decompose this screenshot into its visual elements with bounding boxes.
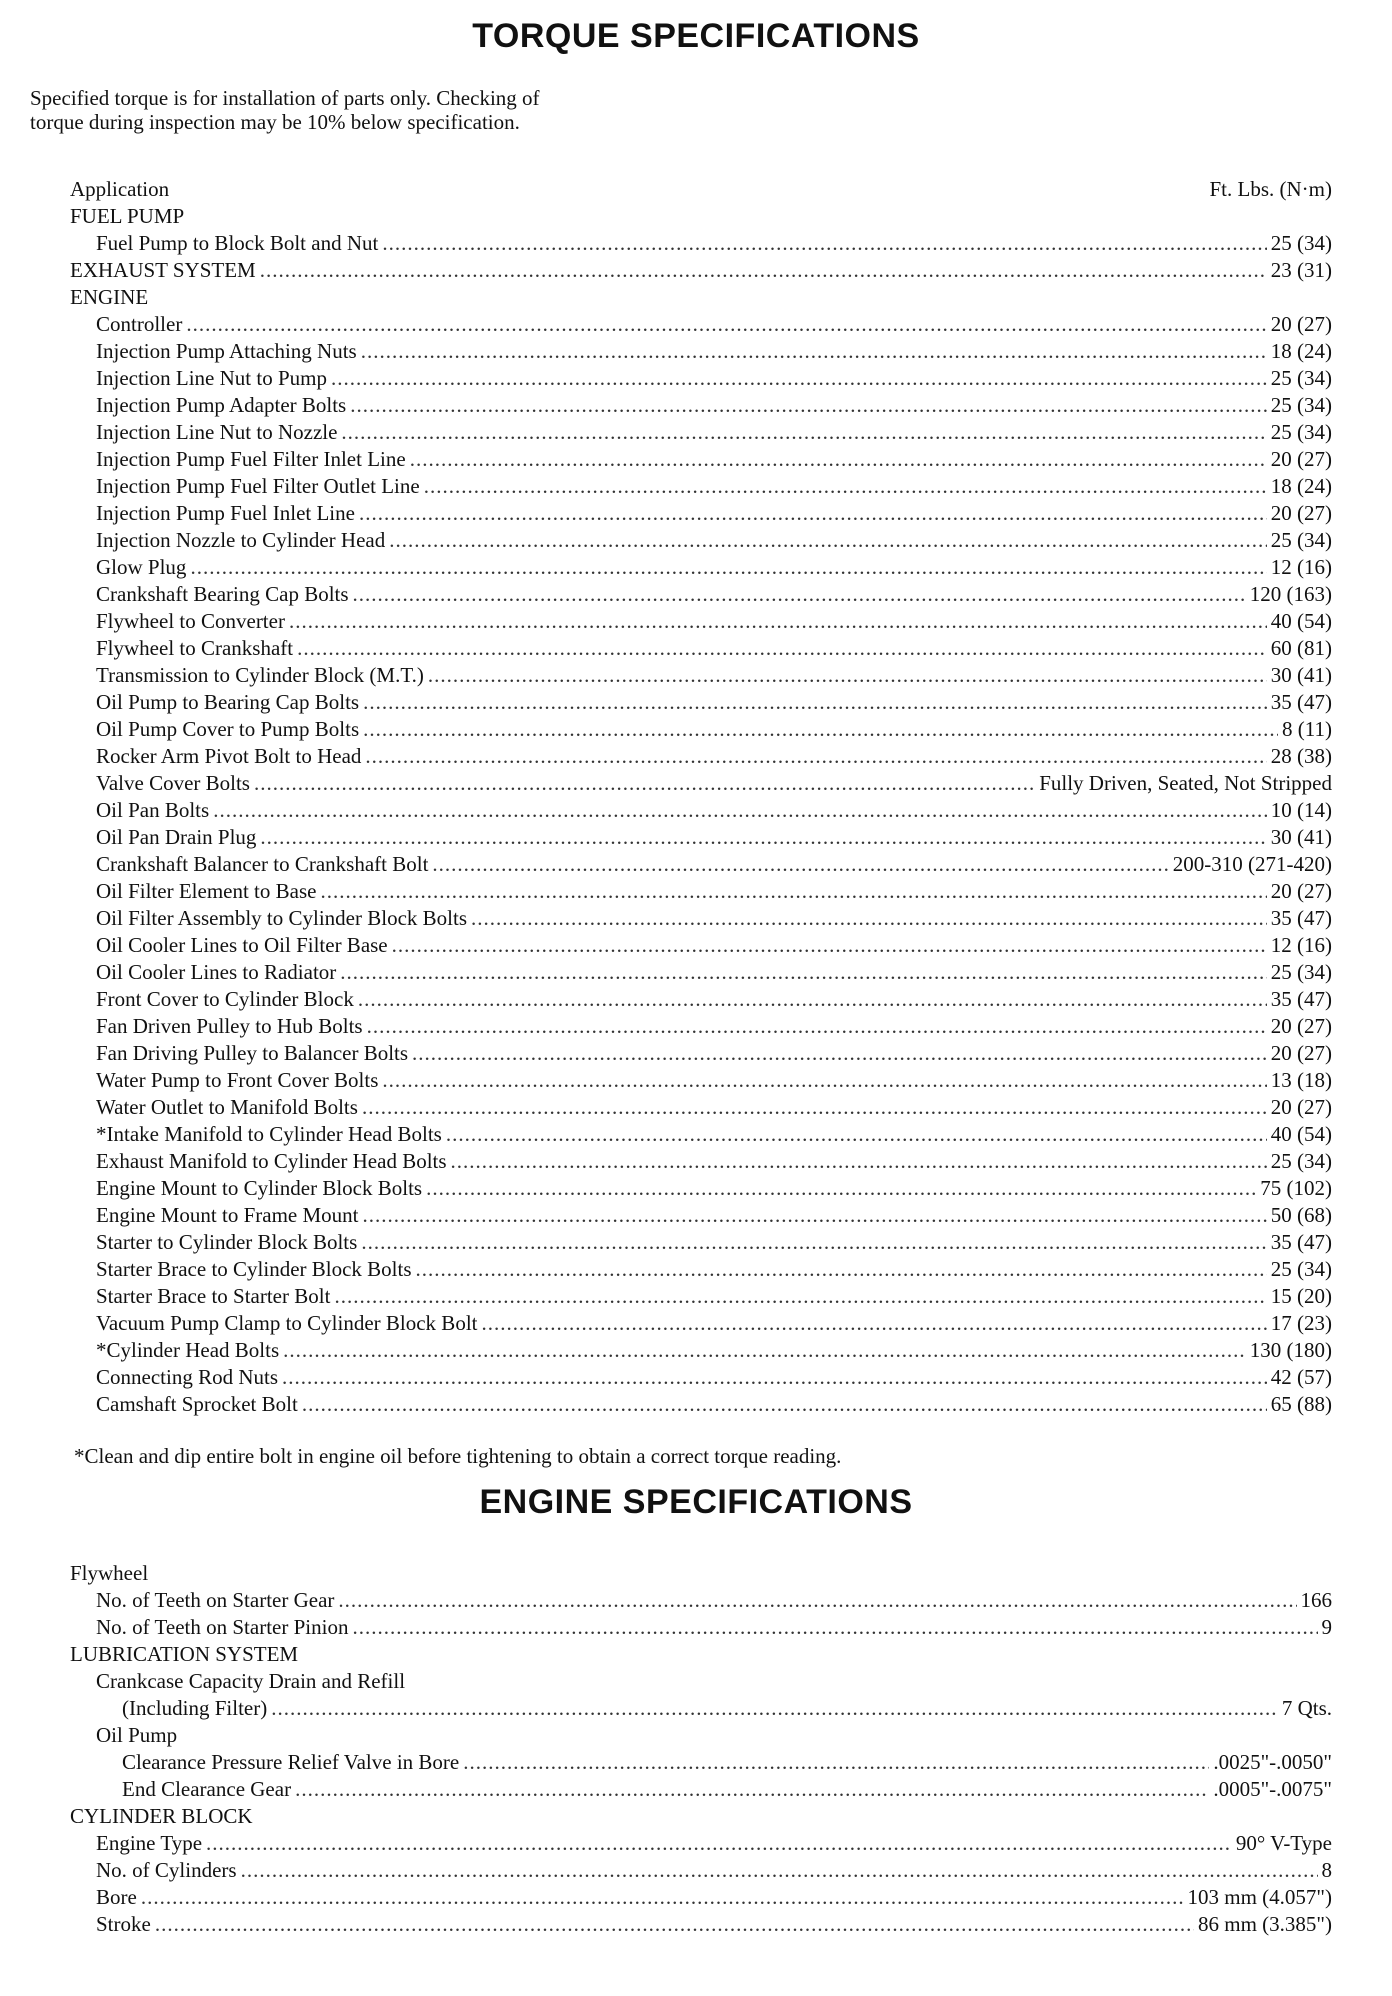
torque-table	[70, 176, 1332, 1418]
spec-value: 20 (27)	[1270, 1041, 1332, 1065]
spec-row	[70, 932, 1332, 959]
spec-label: Bore	[96, 1885, 137, 1909]
spec-row	[70, 338, 1332, 365]
spec-value: 166	[1300, 1588, 1332, 1612]
spec-value: 13 (18)	[1270, 1068, 1332, 1092]
spec-label: *Cylinder Head Bolts	[96, 1338, 280, 1362]
dot-leader	[338, 1587, 1296, 1614]
spec-row	[70, 581, 1332, 608]
dot-leader	[471, 905, 1267, 932]
spec-label: Flywheel to Crankshaft	[96, 636, 294, 660]
spec-row	[70, 500, 1332, 527]
spec-row	[70, 1013, 1332, 1040]
spec-value: 86 mm (3.385")	[1198, 1912, 1332, 1936]
spec-label: (Including Filter)	[122, 1696, 268, 1720]
spec-label: Front Cover to Cylinder Block	[96, 987, 354, 1011]
spec-label: ENGINE	[70, 285, 149, 309]
spec-label: *Intake Manifold to Cylinder Head Bolts	[96, 1122, 442, 1146]
spec-value: 50 (68)	[1270, 1203, 1332, 1227]
spec-value: 35 (47)	[1270, 987, 1332, 1011]
spec-value: 65 (88)	[1270, 1392, 1332, 1416]
dot-leader	[482, 1310, 1267, 1337]
spec-row	[70, 554, 1332, 581]
spec-row	[70, 878, 1332, 905]
spec-row	[70, 446, 1332, 473]
engine-rows	[70, 1560, 1332, 1938]
spec-label: Rocker Arm Pivot Bolt to Head	[96, 744, 362, 768]
spec-value: 40 (54)	[1270, 1122, 1332, 1146]
spec-value: 60 (81)	[1270, 636, 1332, 660]
dot-leader	[367, 1013, 1267, 1040]
spec-value: 18 (24)	[1270, 474, 1332, 498]
dot-leader	[451, 1148, 1267, 1175]
dot-leader	[340, 959, 1266, 986]
spec-row	[70, 689, 1332, 716]
spec-label: Fan Driving Pulley to Balancer Bolts	[96, 1041, 409, 1065]
spec-value: 35 (47)	[1270, 690, 1332, 714]
dot-leader	[353, 581, 1246, 608]
spec-value: 25 (34)	[1270, 393, 1332, 417]
dot-leader	[302, 1391, 1267, 1418]
spec-label: Camshaft Sprocket Bolt	[96, 1392, 298, 1416]
spec-value: 20 (27)	[1270, 1095, 1332, 1119]
spec-label: Injection Pump Fuel Filter Inlet Line	[96, 447, 406, 471]
dot-leader	[392, 932, 1267, 959]
spec-row	[70, 1067, 1332, 1094]
dot-leader	[382, 230, 1266, 257]
dot-leader	[341, 419, 1266, 446]
spec-row	[70, 1614, 1332, 1641]
spec-value: 10 (14)	[1270, 798, 1332, 822]
spec-value: 20 (27)	[1270, 879, 1332, 903]
torque-intro	[30, 86, 730, 134]
spec-row	[70, 473, 1332, 500]
spec-value: 25 (34)	[1270, 528, 1332, 552]
spec-label: Oil Cooler Lines to Oil Filter Base	[96, 933, 388, 957]
spec-row	[70, 1121, 1332, 1148]
spec-row	[70, 1364, 1332, 1391]
spec-value: 42 (57)	[1270, 1365, 1332, 1389]
spec-value: 200-310 (271-420)	[1172, 852, 1332, 876]
section-heading-row	[70, 284, 1332, 311]
spec-value: 25 (34)	[1270, 420, 1332, 444]
dot-leader	[186, 311, 1266, 338]
spec-label: Oil Pan Drain Plug	[96, 825, 257, 849]
spec-row	[70, 1337, 1332, 1364]
spec-label: Flywheel	[70, 1561, 149, 1585]
spec-row	[70, 1695, 1332, 1722]
dot-leader	[289, 608, 1267, 635]
dot-leader	[446, 1121, 1267, 1148]
spec-row	[70, 419, 1332, 446]
spec-label: Injection Nozzle to Cylinder Head	[96, 528, 386, 552]
spec-row	[70, 986, 1332, 1013]
section-heading-row	[70, 1722, 1332, 1749]
spec-row	[70, 1587, 1332, 1614]
section-heading-row	[70, 203, 1332, 230]
dot-leader	[254, 770, 1035, 797]
spec-value: 25 (34)	[1270, 366, 1332, 390]
spec-label: Oil Pump Cover to Pump Bolts	[96, 717, 360, 741]
spec-label: Transmission to Cylinder Block (M.T.)	[96, 663, 424, 687]
spec-row	[70, 905, 1332, 932]
dot-leader	[271, 1695, 1278, 1722]
spec-label: Controller	[96, 312, 183, 336]
dot-leader	[358, 986, 1267, 1013]
spec-label: Crankshaft Bearing Cap Bolts	[96, 582, 349, 606]
spec-label: EXHAUST SYSTEM	[70, 258, 256, 282]
dot-leader	[282, 1364, 1267, 1391]
spec-row	[70, 1884, 1332, 1911]
dot-leader	[155, 1911, 1194, 1938]
spec-label: Glow Plug	[96, 555, 187, 579]
spec-row	[70, 1283, 1332, 1310]
spec-label: Starter to Cylinder Block Bolts	[96, 1230, 358, 1254]
spec-label: Fan Driven Pulley to Hub Bolts	[96, 1014, 363, 1038]
torque-footnote: *Clean and dip entire bolt in engine oil before tightening to obtain a correct torque reading.	[74, 1444, 842, 1468]
spec-value: Fully Driven, Seated, Not Stripped	[1039, 771, 1332, 795]
spec-row	[70, 1776, 1332, 1803]
dot-leader	[361, 338, 1267, 365]
torque-specifications-title: TORQUE SPECIFICATIONS	[472, 17, 920, 55]
dot-leader	[295, 1776, 1209, 1803]
dot-leader	[359, 500, 1267, 527]
dot-leader	[352, 1614, 1317, 1641]
spec-label: Water Pump to Front Cover Bolts	[96, 1068, 379, 1092]
spec-label: Injection Pump Attaching Nuts	[96, 339, 357, 363]
spec-label: No. of Teeth on Starter Gear	[96, 1588, 335, 1612]
dot-leader	[190, 554, 1266, 581]
spec-value: 18 (24)	[1270, 339, 1332, 363]
spec-row	[70, 1202, 1332, 1229]
spec-row	[70, 959, 1332, 986]
spec-value: 15 (20)	[1270, 1284, 1332, 1308]
spec-label: No. of Teeth on Starter Pinion	[96, 1615, 349, 1639]
spec-label: Oil Filter Assembly to Cylinder Block Bolts	[96, 906, 468, 930]
spec-value: 35 (47)	[1270, 1230, 1332, 1254]
spec-value: 90° V-Type	[1235, 1831, 1332, 1855]
spec-row	[70, 716, 1332, 743]
spec-value: 20 (27)	[1270, 501, 1332, 525]
spec-row	[70, 1229, 1332, 1256]
spec-label: Starter Brace to Cylinder Block Bolts	[96, 1257, 412, 1281]
spec-label: Exhaust Manifold to Cylinder Head Bolts	[96, 1149, 447, 1173]
spec-label: Clearance Pressure Relief Valve in Bore	[122, 1750, 460, 1774]
spec-value: 40 (54)	[1270, 609, 1332, 633]
spec-row	[70, 1830, 1332, 1857]
spec-row	[70, 1857, 1332, 1884]
dot-leader	[410, 446, 1267, 473]
spec-label: Water Outlet to Manifold Bolts	[96, 1095, 358, 1119]
spec-row	[70, 230, 1332, 257]
dot-leader	[362, 1202, 1266, 1229]
spec-value: 12 (16)	[1270, 933, 1332, 957]
spec-label: Vacuum Pump Clamp to Cylinder Block Bolt	[96, 1311, 478, 1335]
dot-leader	[412, 1040, 1267, 1067]
spec-value: 7 Qts.	[1281, 1696, 1332, 1720]
torque-intro-line-2: torque during inspection may be 10% below specification.	[30, 110, 520, 134]
dot-leader	[141, 1884, 1184, 1911]
section-heading-row	[70, 1803, 1332, 1830]
dot-leader	[241, 1857, 1318, 1884]
dot-leader	[206, 1830, 1232, 1857]
spec-row	[70, 662, 1332, 689]
section-heading-row	[70, 1641, 1332, 1668]
spec-row	[70, 1911, 1332, 1938]
dot-leader	[382, 1067, 1266, 1094]
dot-leader	[362, 1094, 1267, 1121]
spec-value: 28 (38)	[1270, 744, 1332, 768]
spec-row	[70, 1175, 1332, 1202]
spec-row	[70, 1310, 1332, 1337]
section-heading-row	[70, 1668, 1332, 1695]
spec-label: Injection Line Nut to Pump	[96, 366, 327, 390]
dot-leader	[416, 1256, 1267, 1283]
dot-leader	[389, 527, 1267, 554]
spec-value: 103 mm (4.057")	[1187, 1885, 1332, 1909]
engine-specifications-title: ENGINE SPECIFICATIONS	[479, 1483, 913, 1521]
spec-label: Crankcase Capacity Drain and Refill	[96, 1669, 406, 1693]
spec-row	[70, 311, 1332, 338]
dot-leader	[334, 1283, 1266, 1310]
dot-leader	[320, 878, 1266, 905]
dot-leader	[297, 635, 1267, 662]
spec-row	[70, 1148, 1332, 1175]
spec-value: 8 (11)	[1282, 717, 1332, 741]
spec-row	[70, 1040, 1332, 1067]
spec-label: Fuel Pump to Block Bolt and Nut	[96, 231, 379, 255]
spec-value: 35 (47)	[1270, 906, 1332, 930]
dot-leader	[432, 851, 1168, 878]
spec-value: .0025"-.0050"	[1213, 1750, 1332, 1774]
spec-label: Oil Pump to Bearing Cap Bolts	[96, 690, 360, 714]
column-header-units: Ft. Lbs. (N·m)	[1209, 177, 1332, 201]
dot-leader	[363, 689, 1267, 716]
spec-label: Starter Brace to Starter Bolt	[96, 1284, 331, 1308]
spec-label: Engine Mount to Frame Mount	[96, 1203, 359, 1227]
spec-label: Oil Pan Bolts	[96, 798, 210, 822]
section-heading-row	[70, 1560, 1332, 1587]
spec-label: End Clearance Gear	[122, 1777, 292, 1801]
spec-value: 25 (34)	[1270, 1149, 1332, 1173]
dot-leader	[428, 662, 1267, 689]
dot-leader	[424, 473, 1267, 500]
spec-value: 20 (27)	[1270, 447, 1332, 471]
spec-value: 20 (27)	[1270, 1014, 1332, 1038]
spec-row	[70, 635, 1332, 662]
torque-intro-line-1: Specified torque is for installation of parts only. Checking of	[30, 86, 540, 110]
spec-value: 25 (34)	[1270, 1257, 1332, 1281]
spec-label: No. of Cylinders	[96, 1858, 237, 1882]
spec-value: 75 (102)	[1260, 1176, 1332, 1200]
spec-value: 12 (16)	[1270, 555, 1332, 579]
spec-value: 17 (23)	[1270, 1311, 1332, 1335]
spec-value: 9	[1321, 1615, 1332, 1639]
spec-row	[70, 608, 1332, 635]
dot-leader	[426, 1175, 1256, 1202]
spec-label: Injection Pump Fuel Filter Outlet Line	[96, 474, 420, 498]
spec-row	[70, 851, 1332, 878]
spec-row	[70, 824, 1332, 851]
spec-label: Valve Cover Bolts	[96, 771, 250, 795]
spec-label: Injection Pump Fuel Inlet Line	[96, 501, 355, 525]
dot-leader	[260, 257, 1267, 284]
dot-leader	[213, 797, 1267, 824]
spec-value: .0005"-.0075"	[1213, 1777, 1332, 1801]
spec-label: Engine Type	[96, 1831, 203, 1855]
spec-value: 30 (41)	[1270, 825, 1332, 849]
spec-label: Injection Pump Adapter Bolts	[96, 393, 347, 417]
spec-value: 30 (41)	[1270, 663, 1332, 687]
spec-label: Oil Filter Element to Base	[96, 879, 317, 903]
spec-row	[70, 257, 1332, 284]
dot-leader	[363, 716, 1278, 743]
spec-label: Oil Pump	[96, 1723, 178, 1747]
spec-label: Oil Cooler Lines to Radiator	[96, 960, 337, 984]
dot-leader	[365, 743, 1266, 770]
spec-value: 25 (34)	[1270, 231, 1332, 255]
spec-row	[70, 1094, 1332, 1121]
spec-value: 8	[1321, 1858, 1332, 1882]
spec-label: FUEL PUMP	[70, 204, 185, 228]
spec-value: 120 (163)	[1249, 582, 1332, 606]
dot-leader	[463, 1749, 1209, 1776]
spec-row	[70, 1749, 1332, 1776]
dot-leader	[361, 1229, 1266, 1256]
spec-value: 23 (31)	[1270, 258, 1332, 282]
spec-row	[70, 392, 1332, 419]
spec-value: 130 (180)	[1249, 1338, 1332, 1362]
spec-label: Injection Line Nut to Nozzle	[96, 420, 338, 444]
engine-table	[70, 1560, 1332, 1938]
dot-leader	[260, 824, 1266, 851]
spec-label: Connecting Rod Nuts	[96, 1365, 278, 1389]
torque-rows	[70, 203, 1332, 1418]
spec-row	[70, 1256, 1332, 1283]
spec-row	[70, 1391, 1332, 1418]
spec-label: Stroke	[96, 1912, 151, 1936]
spec-row	[70, 797, 1332, 824]
spec-row	[70, 365, 1332, 392]
spec-label: Flywheel to Converter	[96, 609, 285, 633]
spec-value: 25 (34)	[1270, 960, 1332, 984]
dot-leader	[283, 1337, 1246, 1364]
spec-label: Crankshaft Balancer to Crankshaft Bolt	[96, 852, 429, 876]
torque-table-header	[70, 176, 1332, 203]
spec-label: Engine Mount to Cylinder Block Bolts	[96, 1176, 423, 1200]
spec-row	[70, 527, 1332, 554]
column-header-application: Application	[70, 177, 170, 201]
spec-row	[70, 743, 1332, 770]
dot-leader	[331, 365, 1267, 392]
spec-label: CYLINDER BLOCK	[70, 1804, 253, 1828]
dot-leader	[350, 392, 1267, 419]
spec-row	[70, 770, 1332, 797]
spec-label: LUBRICATION SYSTEM	[70, 1642, 299, 1666]
spec-value: 20 (27)	[1270, 312, 1332, 336]
